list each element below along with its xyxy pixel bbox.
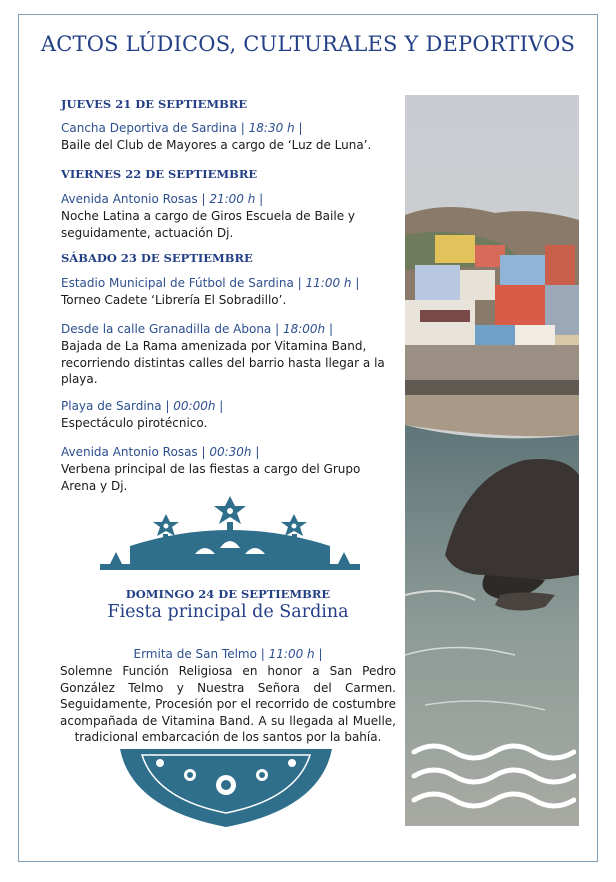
day-heading-sunday: DOMINGO 24 DE SEPTIEMBRE: [125, 587, 331, 601]
event-time: 00:30h: [209, 445, 252, 459]
separator: |: [255, 192, 264, 206]
star-ornament-icon: [100, 496, 360, 570]
event-description: Bajada de La Rama amenizada por Vitamina Band, recorriendo distintas calles del barrio hasta llegar a la playa.: [61, 339, 385, 386]
separator: |: [236, 121, 249, 135]
separator: |: [351, 276, 360, 290]
event-location: Avenida Antonio Rosas: [61, 192, 198, 206]
event-location-line: [61, 192, 263, 206]
day-heading-thursday: JUEVES 21 DE SEPTIEMBRE: [61, 97, 248, 111]
separator: |: [256, 647, 269, 661]
event-description: Torneo Cadete ‘Librería El Sobradillo’.: [61, 293, 287, 307]
separator: |: [215, 399, 224, 413]
coastal-village-photo: [405, 95, 579, 826]
event-description: Noche Latina a cargo de Giros Escuela de Baile y seguidamente, actuación Dj.: [61, 209, 355, 240]
day-heading-saturday: SÁBADO 23 DE SEPTIEMBRE: [61, 251, 253, 265]
event-time: 11:00 h: [305, 276, 352, 290]
event-location-line: [61, 276, 359, 290]
event-location: Estadio Municipal de Fútbol de Sardina: [61, 276, 294, 290]
event-description: Espectáculo pirotécnico.: [61, 416, 208, 430]
event-location-line: [60, 647, 396, 661]
separator: |: [314, 647, 323, 661]
event-location: Playa de Sardina: [61, 399, 162, 413]
event-location-line: [61, 399, 223, 413]
event-location-line: [61, 121, 303, 135]
separator: |: [161, 399, 174, 413]
page-title: ACTOS LÚDICOS, CULTURALES Y DEPORTIVOS: [40, 32, 576, 56]
feast-headline: Fiesta principal de Sardina: [107, 602, 349, 622]
event-location: Avenida Antonio Rosas: [61, 445, 198, 459]
separator: |: [197, 192, 210, 206]
separator: |: [271, 322, 283, 336]
separator: |: [251, 445, 260, 459]
event-location-line: [61, 445, 259, 459]
event-time: 18:30 h: [248, 121, 295, 135]
wave-icon: [410, 740, 576, 812]
event-time: 18:00h: [282, 322, 326, 336]
event-description: Baile del Club de Mayores a cargo de ‘Luz de Luna’.: [61, 138, 372, 152]
tile-ornament-icon: [120, 749, 332, 827]
separator: |: [197, 445, 210, 459]
separator: |: [293, 276, 306, 290]
event-location-line: [61, 322, 333, 336]
day-heading-friday: VIERNES 22 DE SEPTIEMBRE: [61, 167, 258, 181]
event-time: 11:00 h: [268, 647, 315, 661]
event-time: 21:00 h: [209, 192, 256, 206]
event-time: 00:00h: [173, 399, 216, 413]
event-location: Cancha Deportiva de Sardina: [61, 121, 237, 135]
event-location: Ermita de San Telmo: [133, 647, 257, 661]
separator: |: [294, 121, 303, 135]
event-description: Solemne Función Religiosa en honor a San Pedro González Telmo y Nuestra Señora del Carmen. Seguidamente, Procesión por el recorrido de costumbre acompañada de Vitamina Band. A su llegada al Muelle, tradicional embarcación de los santos por la bahía.: [60, 664, 396, 744]
event-location: Desde la calle Granadilla de Abona: [61, 322, 272, 336]
event-description: Verbena principal de las fiestas a cargo del Grupo Arena y Dj.: [61, 462, 361, 493]
separator: |: [325, 322, 333, 336]
